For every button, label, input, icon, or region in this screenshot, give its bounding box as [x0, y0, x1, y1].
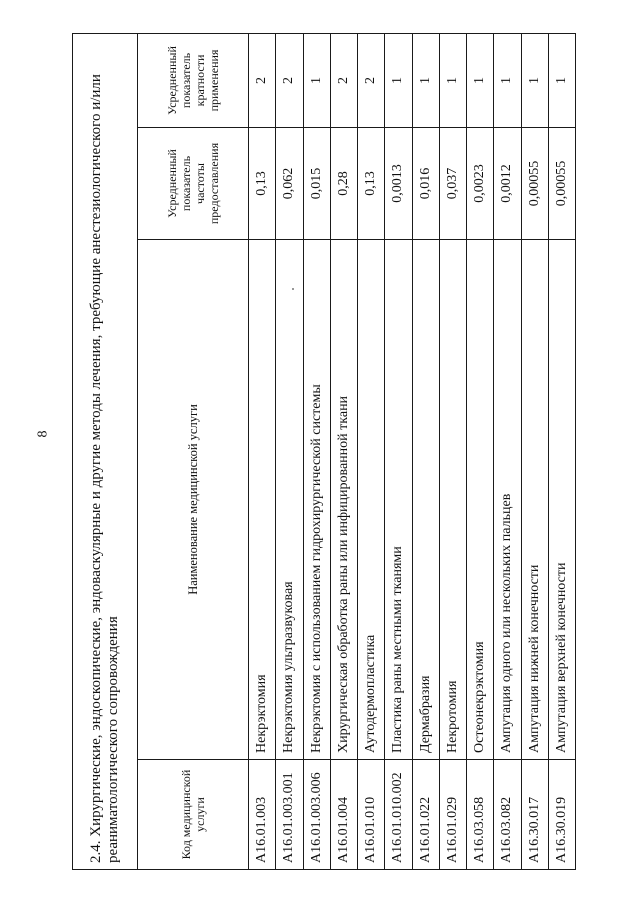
frequency-cell: 0,13 — [249, 128, 276, 240]
frequency-cell: 0,062 — [276, 128, 303, 240]
table-row — [249, 33, 276, 869]
service-code-cell: A16.30.019 — [548, 760, 575, 870]
frequency-cell: 0,13 — [358, 128, 385, 240]
frequency-cell: 0,00055 — [521, 128, 548, 240]
service-name-cell: Некрэктомия — [249, 240, 276, 760]
section-title-row — [73, 33, 138, 869]
service-code-cell: A16.01.003 — [249, 760, 276, 870]
service-name-cell: Остеонекрэктомия — [467, 240, 494, 760]
table-row — [494, 33, 521, 869]
multiplicity-cell: 1 — [548, 33, 575, 127]
page-number: 8 — [35, 430, 51, 438]
table-row — [412, 33, 439, 869]
service-name-cell: Аутодермопластика — [358, 240, 385, 760]
service-code-cell: A16.01.003.006 — [303, 760, 330, 870]
multiplicity-cell: 1 — [494, 33, 521, 127]
service-name-cell: Пластика раны местными тканями — [385, 240, 412, 760]
service-code-cell: A16.01.010 — [358, 760, 385, 870]
multiplicity-cell: 1 — [303, 33, 330, 127]
frequency-cell: 0,015 — [303, 128, 330, 240]
table-row — [330, 33, 357, 869]
service-code-cell: A16.03.082 — [494, 760, 521, 870]
table-row — [385, 33, 412, 869]
column-header-name: Наименование медицинской услуги — [138, 240, 249, 760]
multiplicity-cell: 1 — [467, 33, 494, 127]
frequency-cell: 0,00055 — [548, 128, 575, 240]
multiplicity-cell: 2 — [358, 33, 385, 127]
services-table — [72, 33, 576, 870]
service-code-cell: A16.30.017 — [521, 760, 548, 870]
frequency-cell: 0,28 — [330, 128, 357, 240]
frequency-cell: 0,0013 — [385, 128, 412, 240]
service-name-cell: Дермабразия — [412, 240, 439, 760]
service-code-cell: A16.01.022 — [412, 760, 439, 870]
service-name-cell: Ампутация нижней конечности — [521, 240, 548, 760]
service-name-cell: Ампутация одного или нескольких пальцев — [494, 240, 521, 760]
service-name-cell: Хирургическая обработка раны или инфицированной ткани — [330, 240, 357, 760]
service-code-cell: A16.01.004 — [330, 760, 357, 870]
service-name-cell: Некрэктомия ультразвуковая — [276, 240, 303, 760]
header-row — [138, 33, 249, 869]
frequency-cell: 0,037 — [439, 128, 466, 240]
table-row — [303, 33, 330, 869]
multiplicity-cell: 1 — [521, 33, 548, 127]
multiplicity-cell: 1 — [385, 33, 412, 127]
table-row — [358, 33, 385, 869]
table-body — [249, 33, 576, 869]
table-row — [439, 33, 466, 869]
table-row — [276, 33, 303, 869]
column-header-code: Код медицинской услуги — [138, 760, 249, 870]
service-code-cell: A16.03.058 — [467, 760, 494, 870]
multiplicity-cell: 2 — [249, 33, 276, 127]
service-name-cell: Некрэктомия с использованием гидрохирургической системы — [303, 240, 330, 760]
service-name-cell: Ампутация верхней конечности — [548, 240, 575, 760]
service-code-cell: A16.01.003.001 — [276, 760, 303, 870]
column-header-frequency: Усредненный показатель частоты предоставления — [138, 128, 249, 240]
multiplicity-cell: 1 — [412, 33, 439, 127]
frequency-cell: 0,016 — [412, 128, 439, 240]
service-code-cell: A16.01.010.002 — [385, 760, 412, 870]
rotated-table-container — [72, 34, 576, 870]
multiplicity-cell: 2 — [276, 33, 303, 127]
service-name-cell: Некротомия — [439, 240, 466, 760]
multiplicity-cell: 2 — [330, 33, 357, 127]
table-row — [548, 33, 575, 869]
table-row — [467, 33, 494, 869]
service-code-cell: A16.01.029 — [439, 760, 466, 870]
multiplicity-cell: 1 — [439, 33, 466, 127]
table-row — [521, 33, 548, 869]
frequency-cell: 0,0012 — [494, 128, 521, 240]
column-header-multiplicity: Усредненный показатель кратности применения — [138, 33, 249, 127]
frequency-cell: 0,0023 — [467, 128, 494, 240]
section-title: 2.4. Хирургические, эндоскопические, эндоваскулярные и другие методы лечения, требующие анестезиологического и/или реаниматологического сопровождения — [73, 33, 138, 869]
